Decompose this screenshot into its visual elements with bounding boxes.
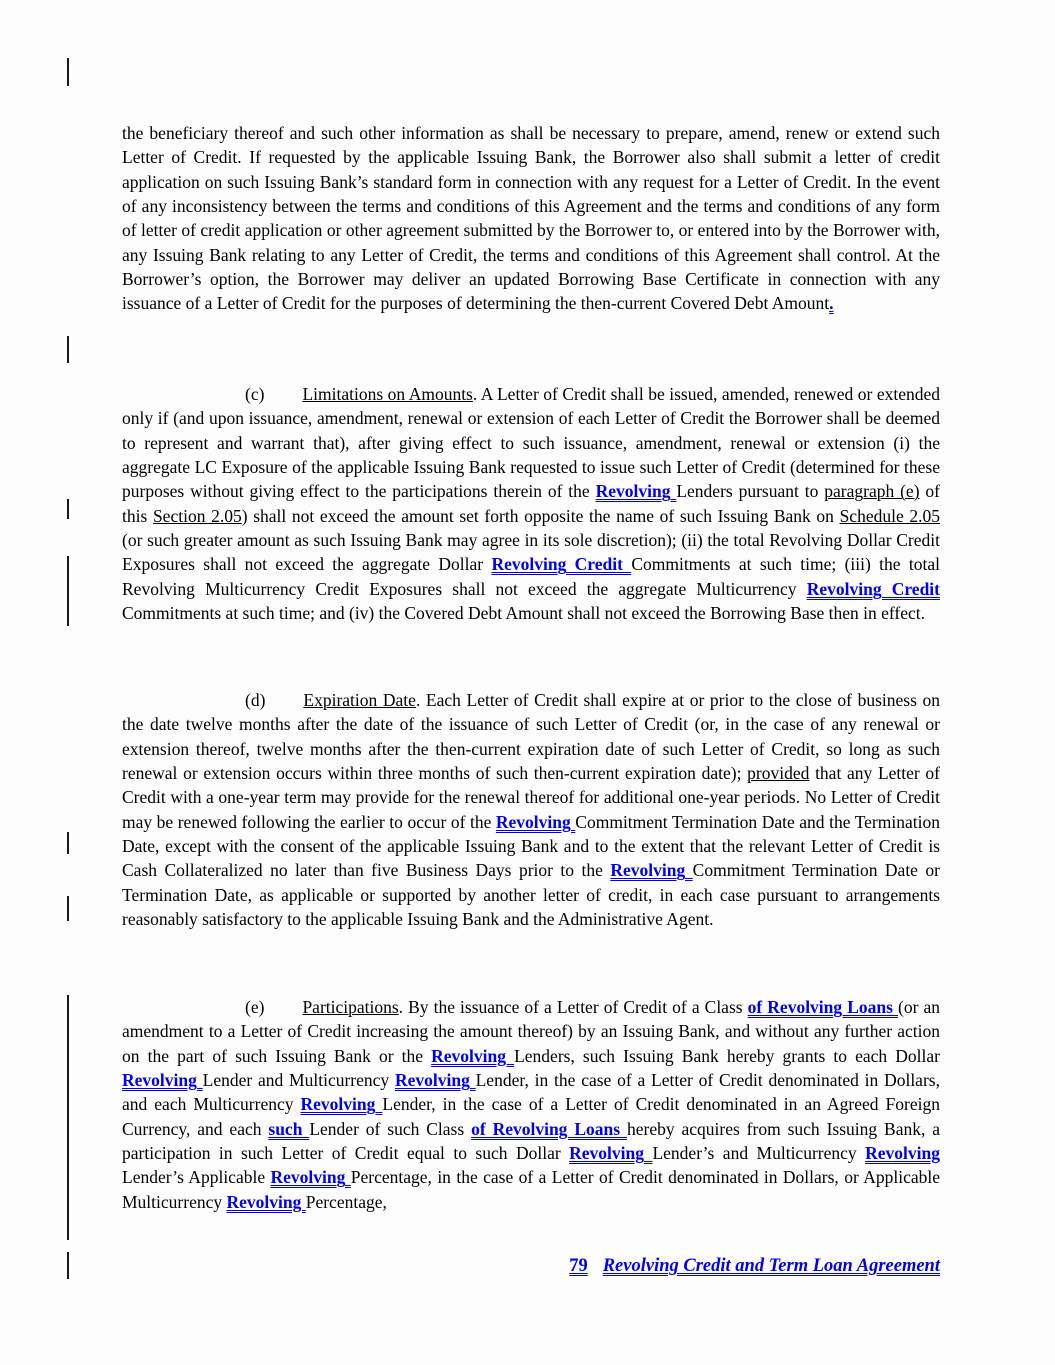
body-text: Lender’s and Multicurrency bbox=[652, 1143, 866, 1164]
change-bar bbox=[67, 499, 69, 519]
body-text: Percentage, in the case of a Letter of Credit denominated in Dollars, or Applicable Multicurrency bbox=[122, 1167, 940, 1212]
inserted-text: Revolving bbox=[595, 481, 677, 502]
underlined-text: provided bbox=[747, 763, 810, 784]
change-bar bbox=[67, 832, 69, 854]
body-text: . Each Letter of Credit shall expire at or prior to the close of business on the date twelve months after the date of the issuance of such Letter of Credit (or, in the case of any renewal or extension thereof, twelve months after the then-current expiration date of such Letter of Credit, so long as such renewal or extension occurs within three months of such then-current expiration date); bbox=[122, 690, 940, 784]
inserted-text: of Revolving Loans bbox=[747, 997, 898, 1017]
inserted-text: Revolving bbox=[226, 1191, 306, 1212]
change-bar bbox=[67, 896, 69, 921]
inserted-text: Revolving bbox=[300, 1094, 383, 1115]
body-text: (or an amendment to a Letter of Credit increasing the amount thereof) by an Issuing Bank, and without any further action on the part of such Issuing Bank or the bbox=[122, 997, 940, 1066]
paragraph-continuation bbox=[122, 121, 940, 316]
body-text: . By the issuance of a Letter of Credit of a Class bbox=[398, 997, 748, 1017]
inserted-text: such bbox=[268, 1118, 310, 1139]
underlined-text: Schedule 2.05 bbox=[839, 505, 941, 526]
paragraph-e-participations bbox=[122, 995, 940, 1214]
body-text: of this bbox=[122, 481, 940, 526]
body-text: Lender of such Class bbox=[309, 1118, 472, 1139]
body-text: (c) bbox=[245, 384, 265, 404]
underlined-text: Limitations on Amounts bbox=[302, 384, 473, 404]
body-text: ) shall not exceed the amount set forth opposite the name of such Issuing Bank on bbox=[241, 505, 840, 526]
inserted-text: . bbox=[829, 293, 834, 314]
inserted-text: Revolving bbox=[394, 1070, 476, 1091]
page-number: 79 bbox=[569, 1256, 588, 1276]
body-text: that any Letter of Credit with a one-year term may provide for the renewal thereof for additional one-year periods. No Letter of Credit may be renewed following the earlier to occur of the bbox=[122, 763, 940, 832]
body-text: Percentage, bbox=[305, 1191, 387, 1212]
inserted-text: Revolving bbox=[865, 1143, 940, 1164]
inserted-text: Revolving bbox=[569, 1143, 653, 1164]
change-bar bbox=[67, 58, 69, 86]
footer-doc-title: Revolving Credit and Term Loan Agreement bbox=[602, 1256, 940, 1276]
body-text: Lenders pursuant to bbox=[676, 481, 825, 502]
body-text: Lenders, such Issuing Bank hereby grants to each Dollar bbox=[514, 1045, 940, 1066]
change-bar bbox=[67, 995, 69, 1240]
inserted-text: Revolving bbox=[495, 811, 576, 832]
body-text: Commitments at such time; (iii) the total Revolving Multicurrency Credit Exposures shall not exceed the aggregate Multicurrency bbox=[122, 554, 940, 599]
body-text: Lender, in the case of a Letter of Credit denominated in Dollars, and each Multicurrency bbox=[122, 1070, 940, 1115]
body-text: (d) bbox=[245, 690, 266, 710]
inserted-text: Revolving bbox=[270, 1167, 351, 1188]
inserted-text: Revolving Credit bbox=[491, 554, 632, 575]
change-bar bbox=[67, 1252, 69, 1279]
inserted-text: Revolving bbox=[610, 860, 693, 881]
body-text: (e) bbox=[245, 997, 265, 1017]
body-text: (or such greater amount as such Issuing Bank may agree in its sole discretion); (ii) the total Revolving Dollar Credit Exposures shall not exceed the aggregate Dollar bbox=[122, 530, 940, 575]
change-bar bbox=[67, 336, 69, 363]
inserted-text: Revolving bbox=[431, 1045, 515, 1066]
body-text: Commitment Termination Date or Termination Date, as applicable or supported by another letter of credit, in each case pursuant to arrangements reasonably satisfactory to the applicable Issuing Bank and the Administrative Agent. bbox=[122, 860, 940, 930]
underlined-text: Expiration Date bbox=[303, 690, 416, 710]
underlined-text: paragraph (e) bbox=[824, 481, 920, 502]
underlined-text: Section 2.05 bbox=[152, 505, 242, 526]
body-text: Commitment Termination Date and the Termination Date, except with the consent of the applicable Issuing Bank and to the extent that the relevant Letter of Credit is Cash Collateralized no later than five Business Days prior to the bbox=[122, 811, 940, 881]
inserted-text: of Revolving Loans bbox=[471, 1118, 627, 1139]
body-text: Lender and Multicurrency bbox=[202, 1070, 395, 1091]
body-text: Commitments at such time; and (iv) the Covered Debt Amount shall not exceed the Borrowing Base then in effect. bbox=[122, 603, 926, 624]
inserted-text: Revolving Credit bbox=[806, 578, 940, 599]
body-text: . A Letter of Credit shall be issued, amended, renewed or extended only if (and upon issuance, amendment, renewal or extension of each Letter of Credit the Borrower shall be deemed to represent and warrant that), after giving effect to such issuance, amendment, renewal or extension (i) the aggregate LC Exposure of the applicable Issuing Bank requested to issue such Letter of Credit (determined for these purposes without giving effect to the participations therein of the bbox=[122, 384, 940, 502]
body-text: the beneficiary thereof and such other information as shall be necessary to prepare, amend, renew or extend such Letter of Credit. If requested by the applicable Issuing Bank, the Borrower also shall submit a letter of credit application on such Issuing Bank’s standard form in connection with any request for a Letter of Credit. In the event of any inconsistency between the terms and conditions of this Agreement and the terms and conditions of any form of letter of credit application or other agreement submitted by the Borrower to, or entered into by the Borrower with, any Issuing Bank relating to any Letter of Credit, the terms and conditions of this Agreement shall control. At the Borrower’s option, the Borrower may deliver an updated Borrowing Base Certificate in connection with any issuance of a Letter of Credit for the purposes of determining the then-current Covered Debt Amount bbox=[122, 123, 940, 314]
underlined-text: Participations bbox=[302, 997, 399, 1017]
paragraph-c-limitations-on-amounts bbox=[122, 382, 940, 625]
paragraph-d-expiration-date bbox=[122, 688, 940, 931]
body-text: Lender, in the case of a Letter of Credit denominated in an Agreed Foreign Currency, and each bbox=[122, 1094, 940, 1139]
page-footer bbox=[569, 1256, 940, 1277]
body-text: Lender’s Applicable bbox=[122, 1167, 271, 1188]
change-bar bbox=[67, 556, 69, 626]
body-text: hereby acquires from such Issuing Bank, a participation in such Letter of Credit equal to such Dollar bbox=[122, 1118, 941, 1164]
inserted-text: Revolving bbox=[122, 1070, 203, 1091]
